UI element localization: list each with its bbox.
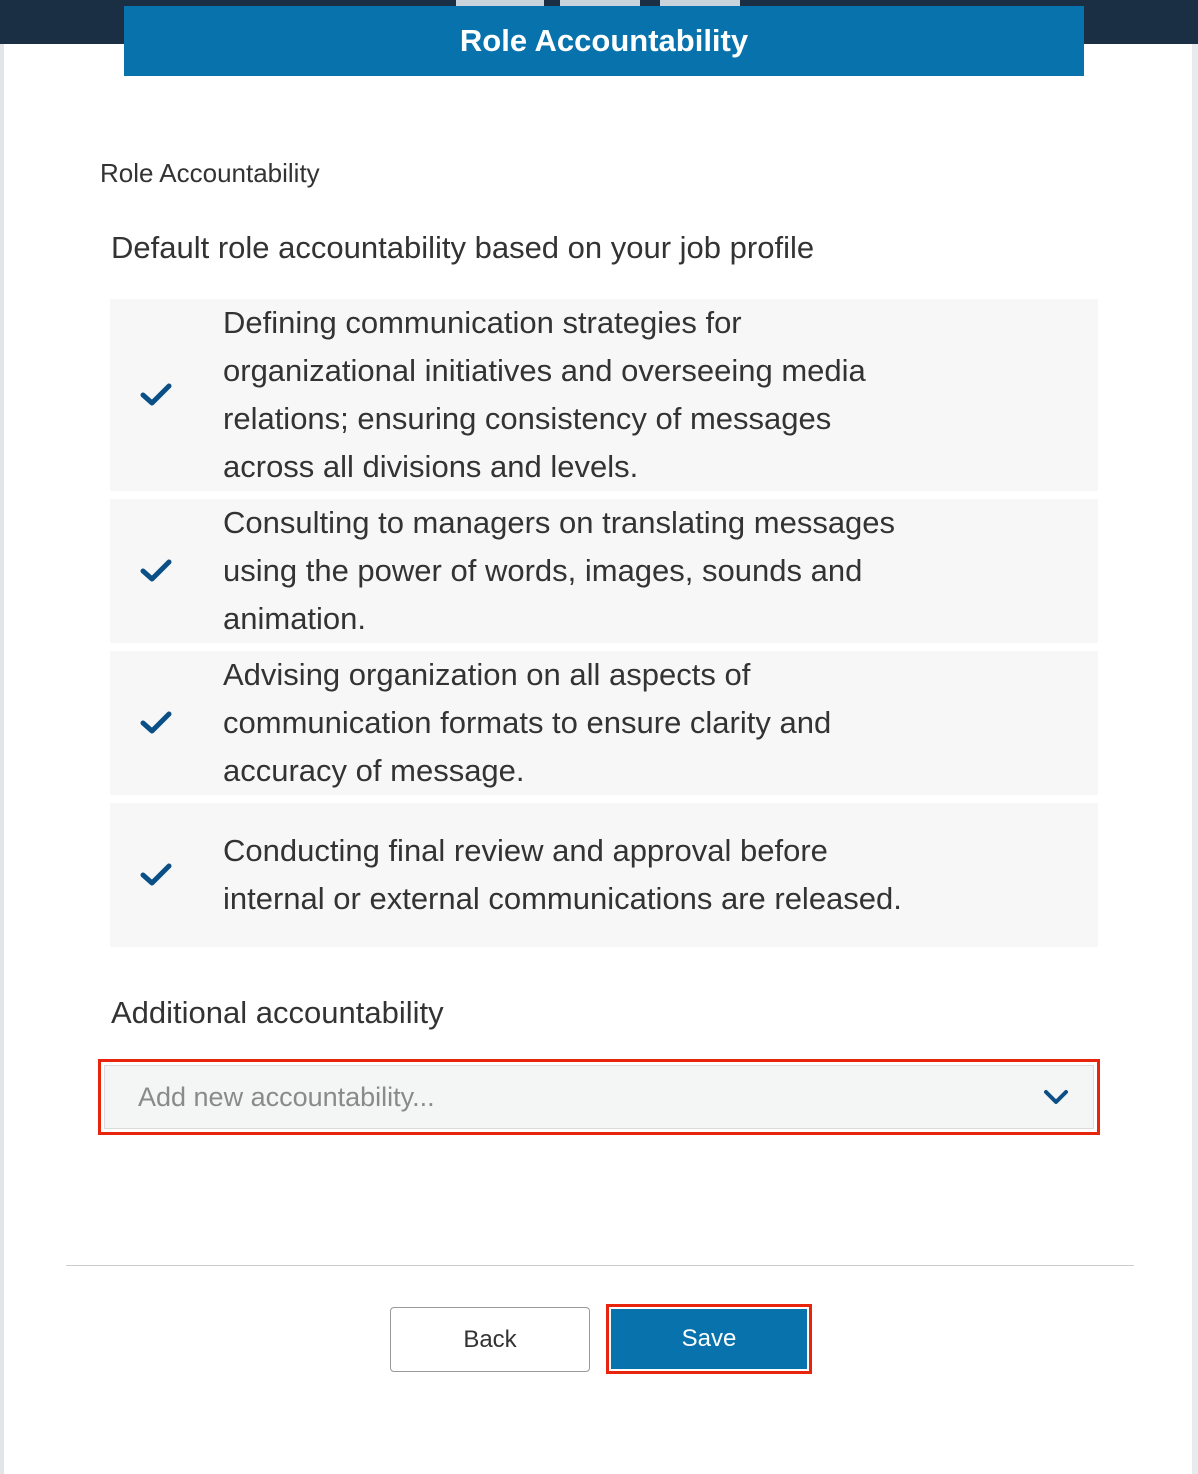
check-icon	[140, 382, 172, 408]
default-accountability-heading: Default role accountability based on your job profile	[111, 230, 815, 265]
footer-divider	[66, 1265, 1134, 1266]
chevron-down-icon[interactable]	[1043, 1088, 1069, 1106]
check-icon	[140, 558, 172, 584]
section-label: Role Accountability	[100, 158, 320, 188]
back-button[interactable]: Back	[390, 1307, 590, 1372]
background-page-edge	[1192, 44, 1198, 1474]
list-item	[110, 499, 1098, 643]
modal-title: Role Accountability	[124, 6, 1084, 76]
add-accountability-dropdown[interactable]	[98, 1059, 1100, 1135]
check-icon	[140, 710, 172, 736]
role-accountability-modal	[4, 23, 1192, 1474]
dropdown-placeholder: Add new accountability...	[138, 1081, 435, 1112]
accountability-text: Defining communication strategies for organizational initiatives and overseeing media relations; ensuring consistency of messages across all divisions and levels.	[223, 305, 866, 484]
dropdown-field[interactable]	[104, 1065, 1094, 1129]
accountability-list	[110, 299, 1098, 955]
additional-accountability-label: Additional accountability	[111, 995, 444, 1030]
list-item	[110, 803, 1098, 947]
accountability-text: Advising organization on all aspects of communication formats to ensure clarity and accuracy of message.	[223, 657, 832, 788]
accountability-text: Conducting final review and approval before internal or external communications are released.	[223, 833, 902, 916]
check-icon	[140, 862, 172, 888]
save-button[interactable]: Save	[611, 1309, 807, 1369]
accountability-text: Consulting to managers on translating messages using the power of words, images, sounds and animation.	[223, 505, 896, 636]
list-item	[110, 651, 1098, 795]
list-item	[110, 299, 1098, 491]
save-button-highlight	[606, 1304, 812, 1374]
